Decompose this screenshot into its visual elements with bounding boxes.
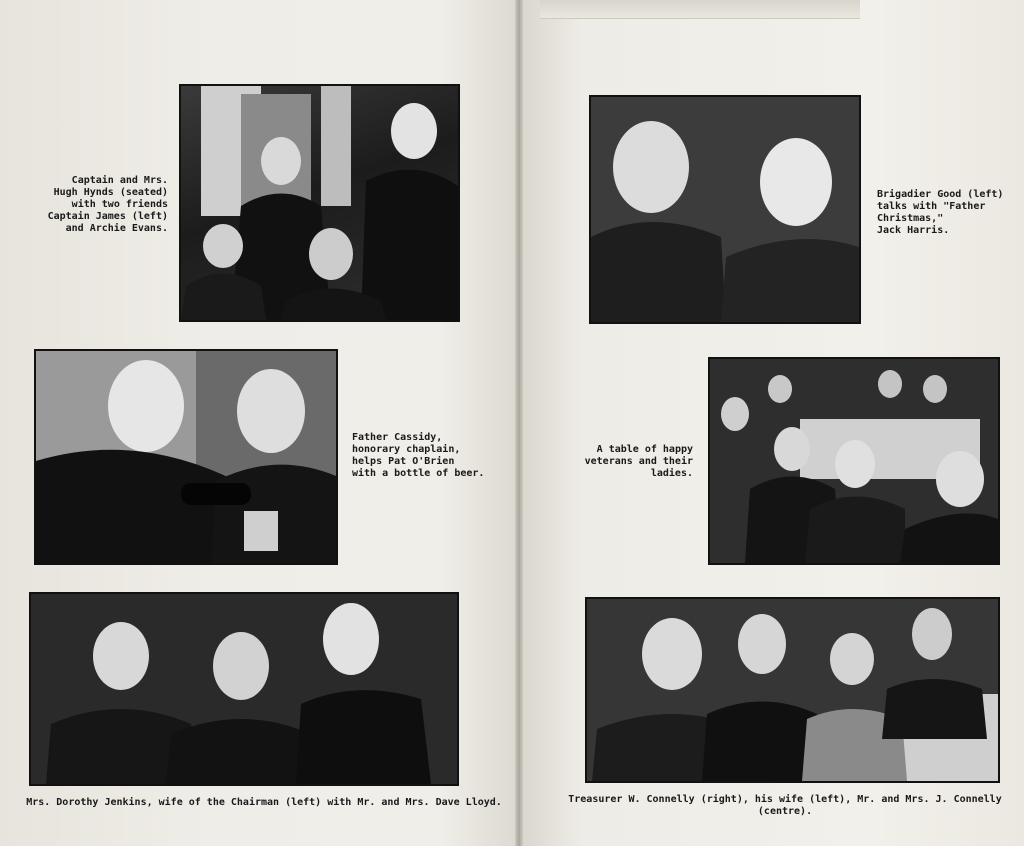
- photo-connelly-group: [585, 597, 1000, 783]
- caption-connelly: Treasurer W. Connelly (right), his wife (left), Mr. and Mrs. J. Connelly (centre).: [568, 794, 1002, 817]
- photo-hynds-group: [179, 84, 460, 322]
- caption-hynds: Captain and Mrs. Hugh Hynds (seated) with two friends Captain James (left) and Archie Evans.: [47, 175, 168, 234]
- photo-veterans-table: [708, 357, 1000, 565]
- photo-good-harris: [589, 95, 861, 324]
- torn-edge: [540, 0, 860, 19]
- caption-good: Brigadier Good (left) talks with "Father Christmas," Jack Harris.: [877, 189, 1004, 236]
- photo-jenkins-lloyd: [29, 592, 459, 786]
- caption-cassidy: Father Cassidy, honorary chaplain, helps Pat O'Brien with a bottle of beer.: [352, 432, 485, 479]
- photo-cassidy-obrien: [34, 349, 338, 565]
- page-gutter: [515, 0, 523, 846]
- caption-veterans: A table of happy veterans and their ladies.: [584, 444, 693, 479]
- caption-jenkins: Mrs. Dorothy Jenkins, wife of the Chairman (left) with Mr. and Mrs. Dave Lloyd.: [26, 797, 502, 808]
